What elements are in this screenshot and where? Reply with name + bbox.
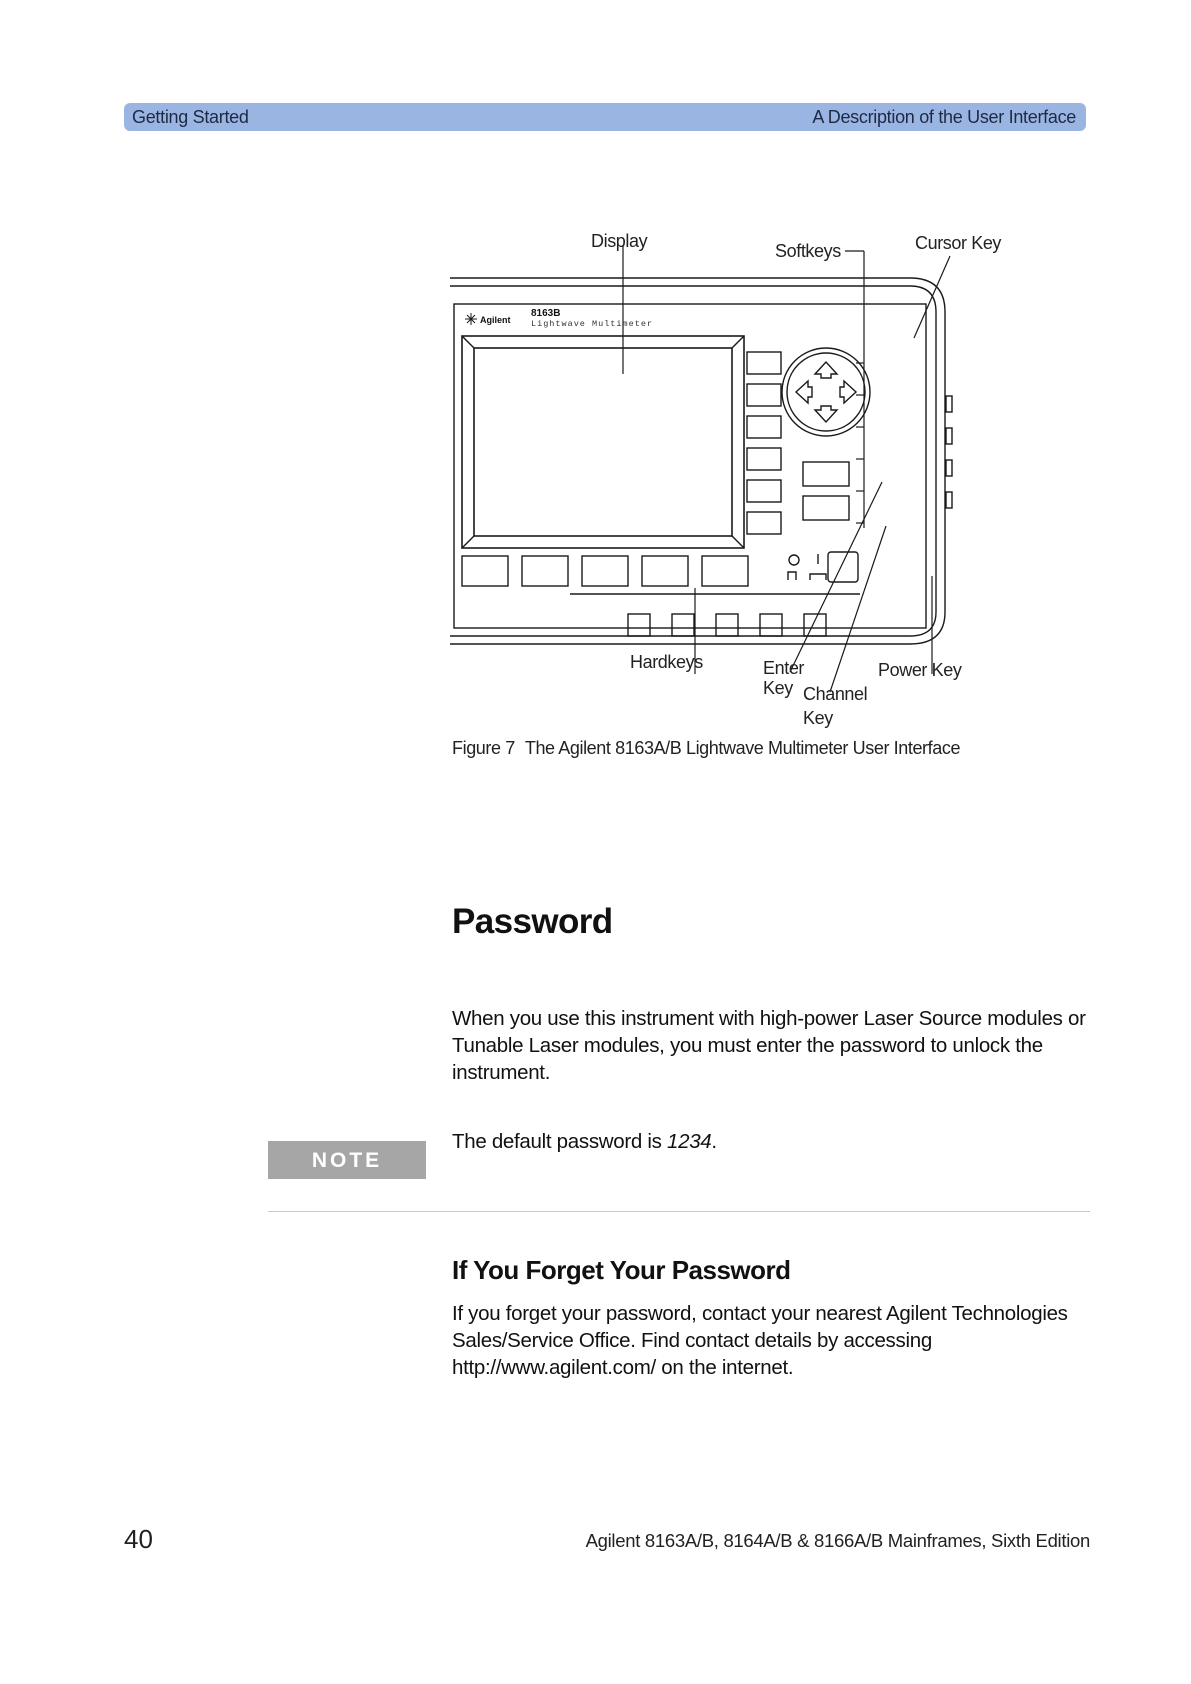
side-connector bbox=[946, 428, 952, 444]
device-subtitle: Lightwave Multimeter bbox=[531, 319, 654, 329]
side-connector bbox=[946, 492, 952, 508]
softkey-column bbox=[747, 352, 781, 534]
module-slot bbox=[672, 614, 694, 636]
footer-document-title: Agilent 8163A/B, 8164A/B & 8166A/B Mainframes, Sixth Edition bbox=[585, 1530, 1090, 1551]
callout-enter-key-line2: Key bbox=[763, 678, 793, 698]
device-model: 8163B bbox=[531, 308, 561, 319]
callout-power-key: Power Key bbox=[878, 660, 962, 680]
screen-bevel bbox=[732, 536, 744, 548]
power-key[interactable] bbox=[828, 552, 858, 582]
screen-bevel bbox=[462, 536, 474, 548]
section-title: Password bbox=[452, 902, 613, 941]
callout-softkeys: Softkeys bbox=[775, 241, 841, 261]
hardkey[interactable] bbox=[582, 556, 628, 586]
softkey[interactable] bbox=[747, 416, 781, 438]
module-slot bbox=[628, 614, 650, 636]
callout-hardkeys: Hardkeys bbox=[630, 652, 703, 672]
hardkey[interactable] bbox=[462, 556, 508, 586]
figure-caption bbox=[452, 738, 960, 759]
forget-paragraph: If you forget your password, contact your nearest Agilent Technologies Sales/Service Office. Find contact details by accessing http://www.agilent.com/ on the internet. bbox=[452, 1302, 1068, 1379]
enter-key[interactable] bbox=[803, 462, 849, 486]
cursor-left-arrow-icon[interactable] bbox=[796, 381, 812, 403]
display-screen-outer bbox=[462, 336, 744, 548]
softkey[interactable] bbox=[747, 512, 781, 534]
screen-bevel bbox=[462, 336, 474, 348]
front-bezel bbox=[454, 304, 926, 628]
module-slot bbox=[804, 614, 826, 636]
default-password: 1234 bbox=[667, 1130, 712, 1153]
device-brand: Agilent bbox=[480, 315, 511, 325]
power-off-symbol-icon bbox=[789, 555, 799, 565]
cursor-key[interactable] bbox=[782, 348, 870, 436]
figure-number: Figure 7 bbox=[452, 738, 515, 758]
note-prefix: The default password is bbox=[452, 1130, 667, 1153]
housing-curve bbox=[910, 278, 945, 644]
softkey[interactable] bbox=[747, 384, 781, 406]
header-chapter: Getting Started bbox=[132, 107, 249, 127]
hardkey[interactable] bbox=[522, 556, 568, 586]
display-screen-inner bbox=[474, 348, 732, 536]
side-connector bbox=[946, 396, 952, 412]
callout-display: Display bbox=[591, 231, 648, 251]
module-slot-row bbox=[628, 614, 826, 636]
cursor-right-arrow-icon[interactable] bbox=[840, 381, 856, 403]
password-paragraph: When you use this instrument with high-power Laser Source modules or Tunable Laser modules, you must enter the password to unlock the instrument. bbox=[452, 1007, 1086, 1084]
power-indicator-icon bbox=[788, 572, 796, 580]
softkey[interactable] bbox=[747, 352, 781, 374]
callout-enter-key-line1: Enter bbox=[763, 658, 805, 678]
subsection-title: If You Forget Your Password bbox=[452, 1255, 791, 1285]
note-suffix: . bbox=[711, 1130, 717, 1153]
side-connector bbox=[946, 460, 952, 476]
note-divider bbox=[268, 1211, 1090, 1212]
module-slot bbox=[716, 614, 738, 636]
agilent-logo-icon bbox=[465, 313, 477, 325]
softkey[interactable] bbox=[747, 480, 781, 502]
callout-channel-key-line2: Key bbox=[803, 708, 833, 728]
screen-bevel bbox=[732, 336, 744, 348]
hardkey-row bbox=[462, 556, 748, 586]
header-section: A Description of the User Interface bbox=[812, 107, 1076, 127]
channel-key[interactable] bbox=[803, 496, 849, 520]
callout-channel-key-line1: Channel bbox=[803, 684, 868, 704]
cursor-down-arrow-icon[interactable] bbox=[815, 406, 837, 422]
front-panel-figure bbox=[440, 226, 1040, 736]
callout-cursor-key: Cursor Key bbox=[915, 233, 1002, 253]
hardkey[interactable] bbox=[642, 556, 688, 586]
running-header bbox=[124, 103, 1086, 131]
note-text bbox=[452, 1128, 1092, 1155]
figure-caption-text: The Agilent 8163A/B Lightwave Multimeter User Interface bbox=[524, 738, 961, 758]
cursor-up-arrow-icon[interactable] bbox=[815, 362, 837, 378]
hardkey[interactable] bbox=[702, 556, 748, 586]
page-number: 40 bbox=[124, 1524, 153, 1554]
module-slot bbox=[760, 614, 782, 636]
note-badge: NOTE bbox=[268, 1141, 426, 1179]
softkey[interactable] bbox=[747, 448, 781, 470]
power-indicator-icon bbox=[810, 574, 826, 580]
